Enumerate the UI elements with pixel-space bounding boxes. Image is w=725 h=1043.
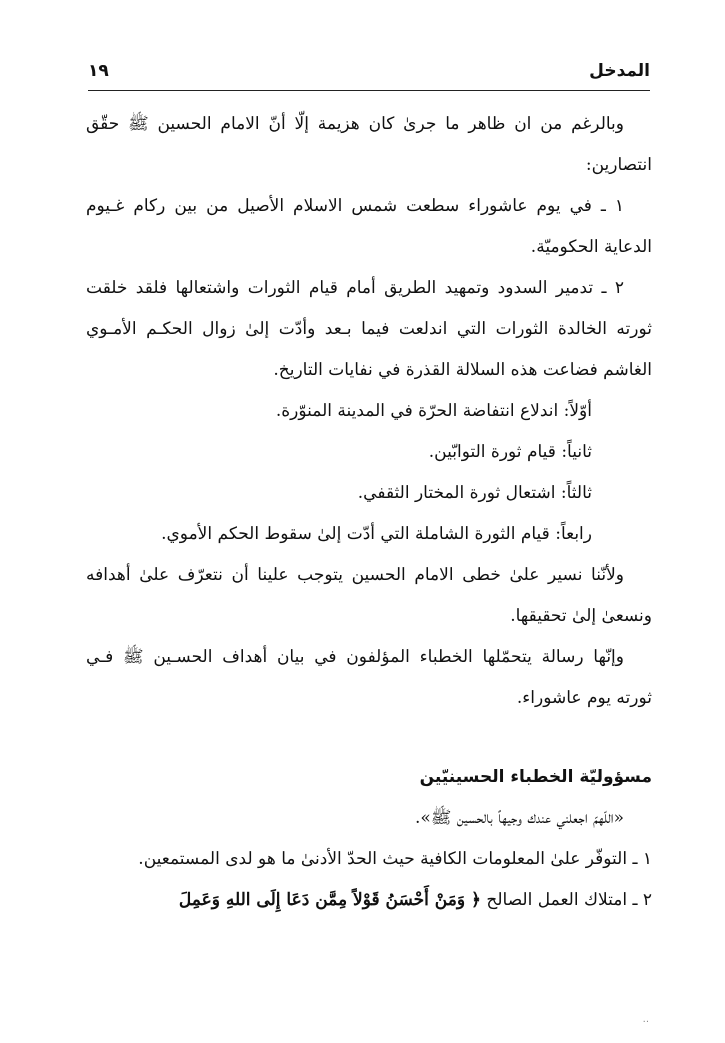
list-item: ثالثاً: اشتعال ثورة المختار الثقفي. [357,483,592,503]
section-heading: مسؤوليّة الخطباء الحسينيّين [419,767,652,787]
paragraph-line: ٢ ـ تدمير السدود وتمهيد الطريق أمام قيام الثورات واشتعالها فلقد خلقت [86,278,624,298]
list-item: رابعاً: قيام الثورة الشاملة التي أدّت إلىٰ سقوط الحكم الأموي. [161,524,592,544]
paragraph-line: وإنّها رسالة يتحمّلها الخطباء المؤلفون في بيان أهداف الحسـين ﷺ فـي [86,647,624,667]
chapter-title: المدخل [589,61,650,81]
paragraph-line: ١ ـ في يوم عاشوراء سطعت شمس الاسلام الأصيل من بين ركام غـيوم [86,196,624,216]
paragraph-line: انتصارين: [585,155,652,175]
page-number: ١٩ [88,61,109,81]
section-line: «اللّهمّ اجعلني عندك وجيهاً بالحسين ﷺ». [415,808,624,828]
section-line: ١ ـ التوفّر علىٰ المعلومات الكافية حيث الحدّ الأدنىٰ ما هو لدى المستمعين. [138,849,652,869]
list-item: أوّلاً: اندلاع انتفاضة الحرّة في المدينة المنوّرة. [275,401,592,421]
section-line-last [86,880,652,921]
paragraph-line: ونسعىٰ إلىٰ تحقيقها. [510,606,652,626]
paragraph-line: الغاشم فضاعت هذه السلالة القذرة في نفايات التاريخ. [273,360,652,380]
section-line-prefix: ٢ ـ امتلاك العمل الصالح [486,890,652,910]
list-item: ثانياً: قيام ثورة التوابّين. [428,442,592,462]
body-text [86,104,652,921]
section-gap [86,719,652,757]
header-divider [88,90,650,91]
paragraph-line: ولأنّنا نسير علىٰ خطى الامام الحسين يتوجب علينا أن نتعرّف علىٰ أهدافه [86,565,624,585]
paragraph-line: ثورته يوم عاشوراء. [516,688,652,708]
quran-verse: ﴿ وَمَنْ أَحْسَنُ قَوْلاً مِمَّن دَعَا إِلَى اللهِ وَعَمِلَ [178,890,481,910]
paragraph-line: الدعاية الحكوميّة. [530,237,652,257]
paragraph-line: ثورته الخالدة الثورات التي اندلعت فيما بـعد وأدّت إلىٰ زوال الحكـم الأمـوي [86,319,652,339]
paragraph-line: وبالرغم من ان ظاهر ما جرىٰ كان هزيمة إلّا أنّ الامام الحسين ﷺ حقّق [86,114,624,134]
page-header [88,58,650,86]
footer-mark: .. [642,1014,649,1025]
